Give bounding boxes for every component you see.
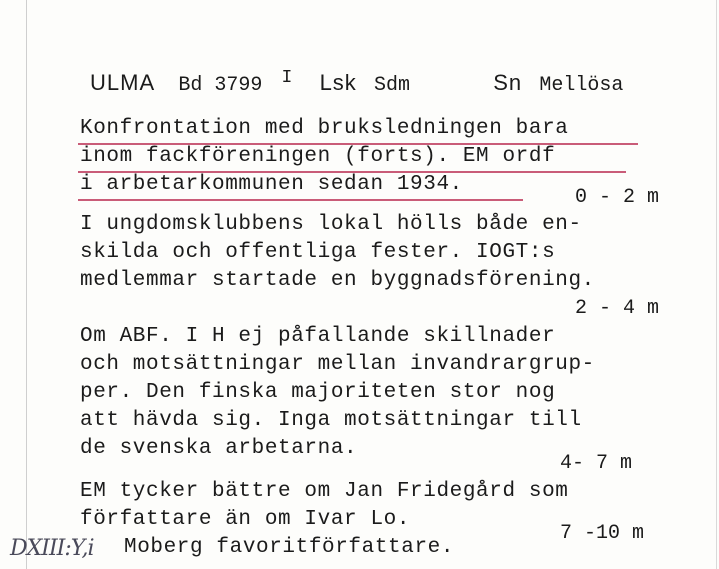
title-line-1: Konfrontation med bruksledningen bara: [80, 117, 569, 140]
volume-number: Bd 3799: [178, 74, 263, 97]
card-right-edge: [716, 0, 717, 569]
title-underline-3: [78, 199, 523, 201]
province: Sdm: [374, 74, 411, 97]
section-2-line-1: Om ABF. I H ej påfallande skillnader: [80, 325, 556, 348]
parish-label: Sn: [493, 70, 523, 95]
section-2-line-4: att hävda sig. Inga motsättningar till: [80, 409, 582, 432]
section-2-line-2: och motsättningar mellan invandrargrup-: [80, 353, 595, 376]
archive-code: ULMA: [90, 70, 156, 95]
section-1-line-1: I ungdomsklubbens lokal hölls både en-: [80, 213, 582, 236]
title-line-2: inom fackföreningen (forts). EM ordf: [80, 145, 556, 168]
section-3-line-3: Moberg favoritförfattare.: [124, 536, 455, 559]
time-marker-4: 7 -10 m: [560, 522, 645, 545]
section-2-line-3: per. Den finska majoriteten stor nog: [80, 381, 556, 404]
time-marker-3: 4- 7 m: [560, 452, 633, 475]
title-line-3: i arbetarkommunen sedan 1934.: [80, 173, 463, 196]
handwritten-archive-mark: DXIII:Y,i: [10, 536, 94, 561]
section-3-line-1: EM tycker bättre om Jan Fridegård som: [80, 480, 569, 503]
card-header: [90, 70, 623, 97]
section-2-line-5: de svenska arbetarna.: [80, 437, 358, 460]
section-3-line-2: författare än om Ivar Lo.: [80, 508, 411, 531]
card-left-edge: [26, 0, 27, 569]
series-number: I: [281, 68, 293, 88]
section-1-line-2: skilda och offentliga fester. IOGT:s: [80, 241, 556, 264]
section-1-line-3: medlemmar startade en byggnadsförening.: [80, 269, 595, 292]
parish: Mellösa: [539, 74, 624, 97]
time-marker-2: 2 - 4 m: [575, 297, 660, 320]
time-marker-1: 0 - 2 m: [575, 186, 660, 209]
province-label: Lsk: [319, 70, 357, 95]
